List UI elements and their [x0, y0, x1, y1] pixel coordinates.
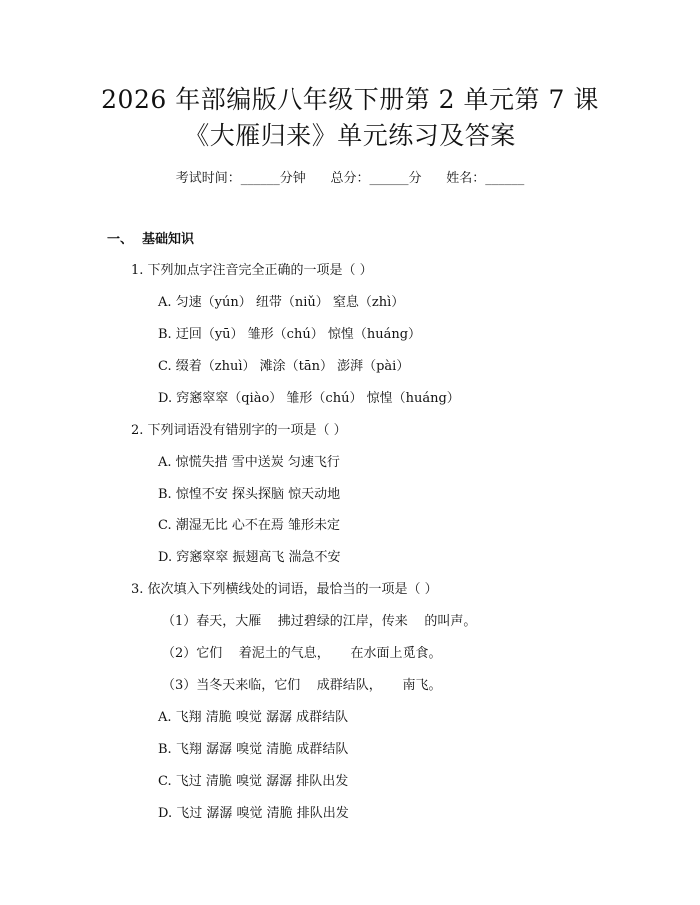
page-title-line-2: 《大雁归来》单元练习及答案	[184, 121, 516, 150]
question-2-option-a: A. 惊慌失措 雪中送炭 匀速飞行	[158, 455, 340, 470]
question-3-option-a: A. 飞翔 清脆 嗅觉 潺潺 成群结队	[158, 710, 349, 725]
question-3-option-c: C. 飞过 清脆 嗅觉 潺潺 排队出发	[158, 774, 349, 789]
section-heading: 一、 基础知识	[107, 232, 195, 247]
question-1-stem: 1. 下列加点字注音完全正确的一项是（ ）	[131, 263, 373, 278]
question-3-sentence-1: （1）春天，大雁 拂过碧绿的江岸，传来 的叫声。	[162, 614, 477, 629]
question-2-option-c: C. 潮湿无比 心不在焉 雏形未定	[158, 518, 341, 533]
exam-info-line: 考试时间：______分钟 总分：______分 姓名：______	[175, 171, 525, 186]
question-1-option-a: A. 匀速（yún） 纽带（niǔ） 窒息（zhì）	[158, 295, 405, 310]
question-2-option-b: B. 惊惶不安 探头探脑 惊天动地	[158, 487, 341, 502]
question-2-stem: 2. 下列词语没有错别字的一项是（ ）	[131, 423, 347, 438]
question-1-option-c: C. 缀着（zhuì） 滩涂（tān） 澎湃（pài）	[158, 359, 410, 374]
page-title-line-1: 2026 年部编版八年级下册第 2 单元第 7 课	[101, 85, 599, 114]
question-3-option-b: B. 飞翔 潺潺 嗅觉 清脆 成群结队	[158, 742, 349, 757]
question-1-option-d: D. 窍窸窣窣（qiào） 雏形（chú） 惊惶（huáng）	[158, 391, 460, 406]
question-3-sentence-2: （2）它们 着泥土的气息， 在水面上觅食。	[162, 646, 442, 661]
question-2-option-d: D. 窍窸窣窣 振翅高飞 湍急不安	[158, 550, 341, 565]
question-3-sentence-3: （3）当冬天来临，它们 成群结队， 南飞。	[162, 678, 442, 693]
question-3-stem: 3. 依次填入下列横线处的词语，最恰当的一项是（ ）	[131, 582, 438, 597]
question-1-option-b: B. 迂回（yū） 雏形（chú） 惊惶（huáng）	[158, 327, 422, 342]
question-3-option-d: D. 飞过 潺潺 嗅觉 清脆 排队出发	[158, 806, 349, 821]
